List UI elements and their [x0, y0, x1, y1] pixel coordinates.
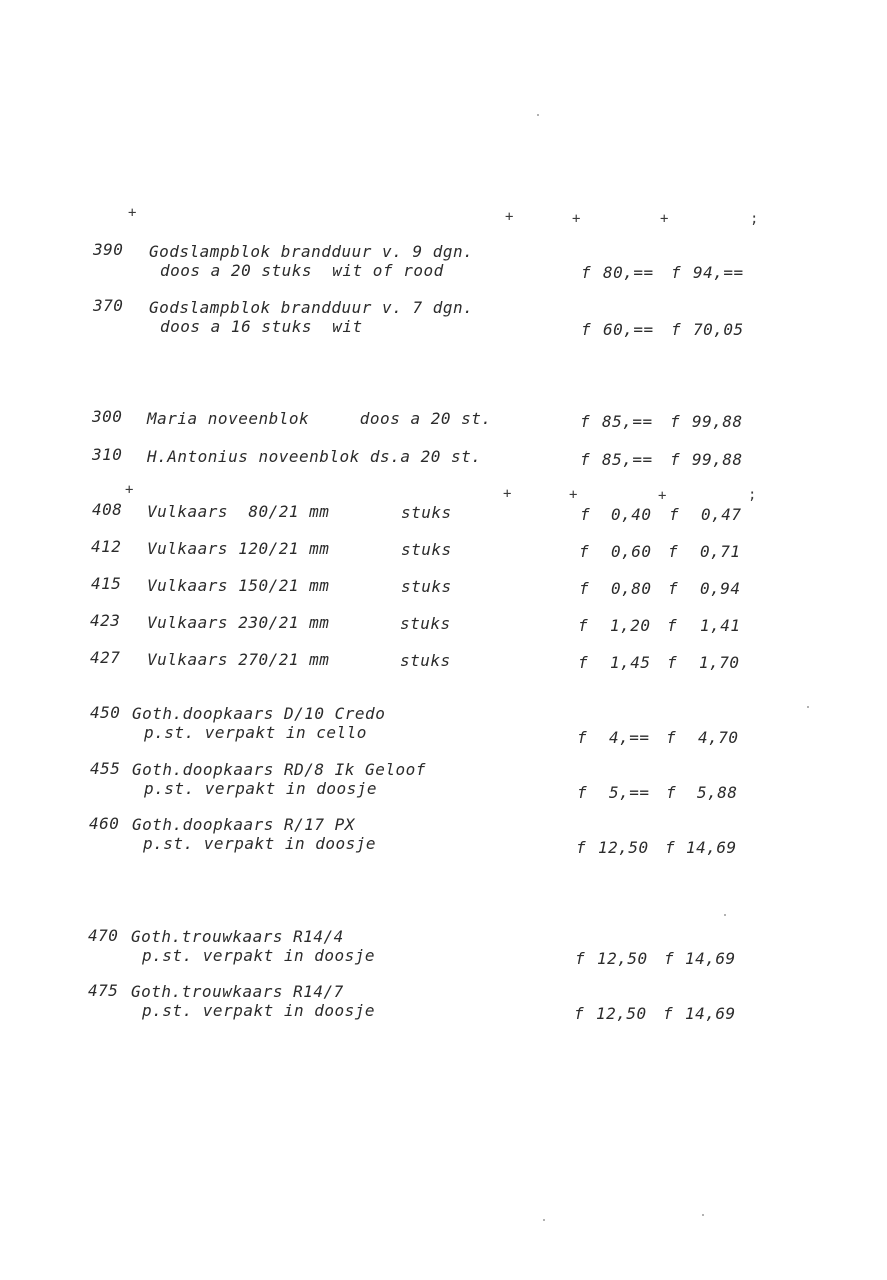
price-currency: f	[577, 728, 588, 747]
price-first: 1,20	[610, 616, 651, 635]
item-unit: stuks	[401, 577, 452, 596]
price-second: 5,88	[697, 783, 738, 802]
item-name: Vulkaars 150/21 mm	[147, 576, 330, 595]
item-code: 427	[90, 648, 121, 667]
price-first: 80,==	[603, 263, 654, 282]
price-second: 99,88	[692, 450, 743, 469]
item-description: Goth.trouwkaars R14/7	[131, 982, 344, 1001]
tab-stop-mark: +	[128, 205, 137, 221]
price-currency: f	[667, 653, 678, 672]
price-second: 70,05	[693, 320, 744, 339]
scan-speck	[807, 706, 809, 708]
price-currency: f	[668, 579, 679, 598]
price-second: 0,94	[700, 579, 741, 598]
price-first: 1,45	[610, 653, 651, 672]
item-description-detail: p.st. verpakt in doosje	[143, 834, 377, 853]
item-code: 470	[88, 926, 119, 945]
price-currency: f	[668, 542, 679, 561]
tab-end-mark: ;	[748, 487, 757, 503]
price-currency: f	[579, 542, 590, 561]
tab-stop-mark: +	[660, 211, 669, 227]
price-currency: f	[663, 1004, 674, 1023]
item-name: Vulkaars 230/21 mm	[147, 613, 330, 632]
item-description-detail: p.st. verpakt in doosje	[142, 1001, 376, 1020]
price-currency: f	[671, 320, 682, 339]
tab-stop-mark: +	[658, 488, 667, 504]
price-currency: f	[666, 728, 677, 747]
price-first: 85,==	[602, 412, 653, 431]
price-second: 94,==	[693, 263, 744, 282]
price-second: 1,70	[699, 653, 740, 672]
price-first: 12,50	[596, 1004, 647, 1023]
tab-stop-mark: +	[125, 482, 134, 498]
item-unit: stuks	[400, 614, 451, 633]
item-description: Goth.doopkaars R/17 PX	[132, 815, 355, 834]
item-description: Goth.doopkaars D/10 Credo	[132, 704, 386, 723]
price-currency: f	[581, 320, 592, 339]
price-currency: f	[581, 263, 592, 282]
item-code: 415	[91, 574, 122, 593]
price-second: 14,69	[686, 838, 737, 857]
item-description: H.Antonius noveenblok ds.a 20 st.	[147, 447, 482, 466]
price-second: 14,69	[685, 1004, 736, 1023]
price-second: 0,71	[700, 542, 741, 561]
price-second: 4,70	[698, 728, 739, 747]
item-description-detail: doos a 20 stuks wit of rood	[160, 261, 444, 280]
scan-speck	[702, 1214, 704, 1216]
price-currency: f	[574, 1004, 585, 1023]
scan-speck	[543, 1219, 545, 1221]
tab-stop-mark: +	[572, 211, 581, 227]
price-currency: f	[578, 616, 589, 635]
price-currency: f	[664, 949, 675, 968]
item-description: Maria noveenblok doos a 20 st.	[147, 409, 492, 428]
price-first: 4,==	[609, 728, 650, 747]
item-unit: stuks	[400, 651, 451, 670]
item-code: 460	[89, 814, 120, 833]
item-unit: stuks	[401, 503, 452, 522]
item-code: 412	[91, 537, 122, 556]
item-code: 450	[90, 703, 121, 722]
tab-stop-mark: +	[503, 486, 512, 502]
price-currency: f	[666, 783, 677, 802]
price-currency: f	[665, 838, 676, 857]
item-code: 475	[88, 981, 119, 1000]
price-first: 0,60	[611, 542, 652, 561]
price-currency: f	[670, 412, 681, 431]
price-second: 0,47	[701, 505, 742, 524]
price-currency: f	[576, 838, 587, 857]
tab-stop-mark: +	[505, 209, 514, 225]
item-code: 423	[90, 611, 121, 630]
price-currency: f	[575, 949, 586, 968]
price-first: 12,50	[597, 949, 648, 968]
item-description: Godslampblok brandduur v. 9 dgn.	[149, 242, 474, 261]
item-description: Goth.doopkaars RD/8 Ik Geloof	[132, 760, 426, 779]
item-description-detail: p.st. verpakt in cello	[144, 723, 367, 742]
item-name: Vulkaars 270/21 mm	[147, 650, 330, 669]
price-first: 5,==	[609, 783, 650, 802]
price-currency: f	[578, 653, 589, 672]
item-code: 370	[93, 296, 124, 315]
price-currency: f	[580, 412, 591, 431]
tab-stop-mark: +	[569, 487, 578, 503]
price-currency: f	[579, 579, 590, 598]
price-second: 1,41	[700, 616, 741, 635]
item-code: 310	[92, 445, 123, 464]
price-first: 12,50	[598, 838, 649, 857]
item-code: 390	[93, 240, 124, 259]
price-first: 0,40	[611, 505, 652, 524]
scan-speck	[724, 914, 726, 916]
scan-speck	[537, 114, 539, 116]
price-currency: f	[671, 263, 682, 282]
item-description: Godslampblok brandduur v. 7 dgn.	[149, 298, 474, 317]
price-currency: f	[669, 505, 680, 524]
item-code: 300	[92, 407, 123, 426]
price-currency: f	[577, 783, 588, 802]
price-currency: f	[580, 450, 591, 469]
item-name: Vulkaars 80/21 mm	[147, 502, 330, 521]
tab-end-mark: ;	[750, 211, 759, 227]
price-currency: f	[670, 450, 681, 469]
item-name: Vulkaars 120/21 mm	[147, 539, 330, 558]
price-first: 60,==	[603, 320, 654, 339]
item-description-detail: p.st. verpakt in doosje	[142, 946, 376, 965]
price-first: 0,80	[611, 579, 652, 598]
item-description-detail: doos a 16 stuks wit	[160, 317, 363, 336]
item-code: 408	[92, 500, 123, 519]
price-currency: f	[667, 616, 678, 635]
item-unit: stuks	[401, 540, 452, 559]
item-description: Goth.trouwkaars R14/4	[131, 927, 344, 946]
price-second: 99,88	[692, 412, 743, 431]
price-currency: f	[580, 505, 591, 524]
price-second: 14,69	[685, 949, 736, 968]
price-first: 85,==	[602, 450, 653, 469]
item-code: 455	[90, 759, 121, 778]
item-description-detail: p.st. verpakt in doosje	[144, 779, 378, 798]
